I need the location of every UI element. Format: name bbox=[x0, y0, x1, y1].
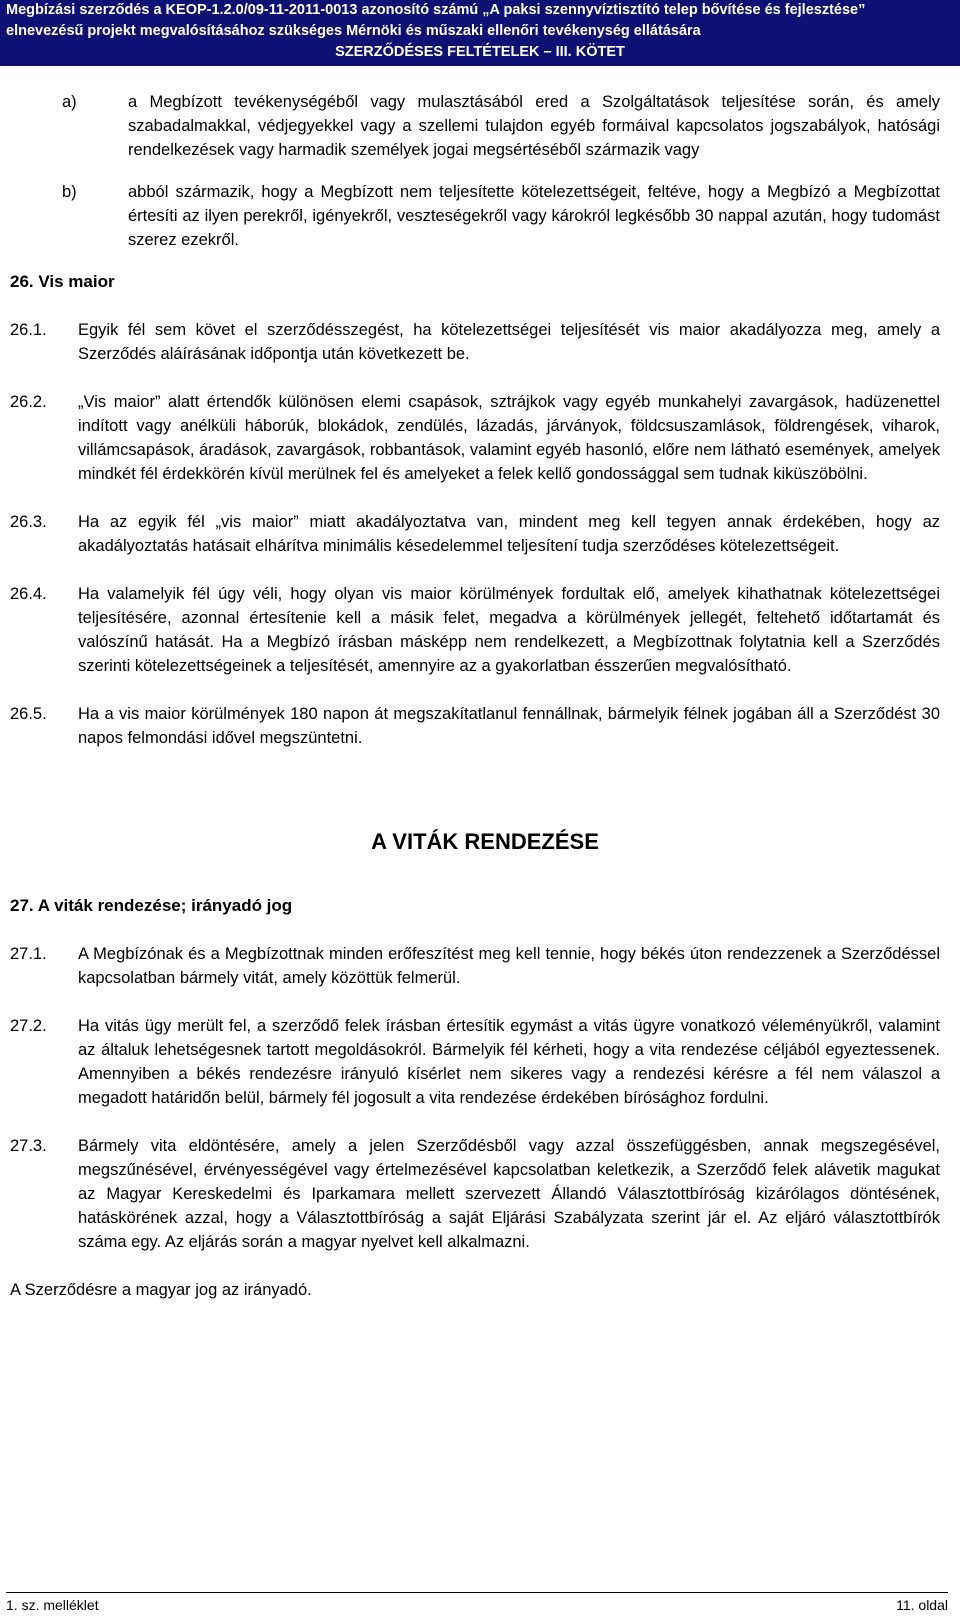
clause-26-3 bbox=[10, 510, 940, 558]
list-item-text: abból származik, hogy a Megbízott nem teljesítette kötelezettségeit, feltéve, hogy a Megbízó a Megbízottat értesíti az ilyen perekről, igényekről, veszteségekről vagy károkról legkésőbb 30 nappal azután, hogy tudomást szerez ezekről. bbox=[128, 183, 940, 249]
header-contract-title: Megbízási szerződés a KEOP-1.2.0/09-11-2011-0013 azonosító számú „A paksi szennyvíztisztító telep bővítése és fejlesztése” bbox=[6, 2, 866, 18]
clause-number: 26.2. bbox=[10, 393, 47, 411]
clause-27-2 bbox=[10, 1014, 940, 1110]
header-volume-title: SZERZŐDÉSES FELTÉTELEK – III. KÖTET bbox=[335, 44, 625, 60]
section-heading-26: 26. Vis maior bbox=[10, 272, 115, 291]
closing-statement: A Szerződésre a magyar jog az irányadó. bbox=[10, 1281, 312, 1299]
header-project-title: elnevezésű projekt megvalósításához szükséges Mérnöki és műszaki ellenőri tevékenység ellátására bbox=[6, 23, 701, 39]
page-header bbox=[0, 0, 960, 66]
page-number: 11. oldal bbox=[896, 1597, 948, 1613]
clause-27-1 bbox=[10, 942, 940, 990]
clause-number: 26.4. bbox=[10, 585, 47, 603]
list-item bbox=[10, 90, 940, 162]
clause-text: „Vis maior” alatt értendők különösen elemi csapások, sztrájkok vagy egyéb munkahelyi zavargások, hadüzenettel indított vagy anélküli háborúk, blokádok, zendülés, lázadás, járványok, földcsuszamlások, földrengések, viharok, villámcsapások, áradások, zavargások, robbantások, valamint egyéb hasonló, előre nem látható események, amelyek mindkét fél érdekkörén kívül merülnek fel és amelyeket a felek kellő gondossággal sem tudnak kiküszöbölni. bbox=[78, 393, 940, 483]
clause-number: 27.2. bbox=[10, 1017, 47, 1035]
clause-26-4 bbox=[10, 582, 940, 678]
clause-text: Ha a vis maior körülmények 180 napon át megszakítatlanul fennállnak, bármelyik félnek jogában áll a Szerződést 30 napos felmondási idővel megszüntetni. bbox=[78, 705, 940, 747]
list-marker: a) bbox=[62, 93, 77, 111]
document-body bbox=[0, 90, 960, 1302]
list-item-text: a Megbízott tevékenységéből vagy mulasztásából ered a Szolgáltatások teljesítése során, és amely szabadalmakkal, védjegyekkel vagy a szellemi tulajdon egyéb formáival kapcsolatos jogszabályok, hatósági rendelkezések vagy harmadik személyek jogai megsértéséből származik vagy bbox=[128, 93, 940, 159]
part-title: A VITÁK RENDEZÉSE bbox=[371, 829, 599, 854]
clause-26-2 bbox=[10, 390, 940, 486]
clause-text: Ha valamelyik fél úgy véli, hogy olyan vis maior körülmények fordultak elő, amelyek kihathatnak kötelezettségei teljesítésére, azonnal értesítenie kell a másik felet, megadva a körülmények jellegét, feltehető időtartamát és valószínű hatását. Ha a Megbízó írásban másképp nem rendelkezett, a Megbízottnak folytatnia kell a Szerződés szerinti kötelezettségeinek a teljesítését, amennyire az a gyakorlatban ésszerűen megvalósítható. bbox=[78, 585, 940, 675]
clause-26-1 bbox=[10, 318, 940, 366]
clause-27-3 bbox=[10, 1134, 940, 1254]
list-marker: b) bbox=[62, 183, 77, 201]
clause-26-5 bbox=[10, 702, 940, 750]
clause-number: 26.1. bbox=[10, 321, 47, 339]
clause-number: 27.3. bbox=[10, 1137, 47, 1155]
clause-text: Ha vitás ügy merült fel, a szerződő felek írásban értesítik egymást a vitás ügyre vonatkozó véleményükről, valamint az általuk lehetségesnek tartott megoldásokról. Bármelyik fél kérheti, hogy a vita rendezése céljából egyeztessenek. Amennyiben a békés rendezésre irányuló kísérlet nem sikeres vagy a rendezési kérésre a fél nem válaszol a megadott határidőn belül, bármely fél jogosult a vita rendezése érdekében bírósághoz fordulni. bbox=[78, 1017, 940, 1107]
clause-text: Bármely vita eldöntésére, amely a jelen Szerződésből vagy azzal összefüggésben, annak megszegésével, megszűnésével, érvényességével vagy értelmezésével kapcsolatban keletkezik, a Szerződő felek alávetik magukat az Magyar Kereskedelmi és Iparkamara mellett szervezett Állandó Választottbíróság kizárólagos döntésének, hatáskörének azzal, hogy a Választottbíróság a saját Eljárási Szabályzata szerint jár el. Az eljáró választottbírók száma egy. Az eljárás során a magyar nyelvet kell alkalmazni. bbox=[78, 1137, 940, 1251]
clause-text: Egyik fél sem követ el szerződésszegést, ha kötelezettségei teljesítését vis maior akadályozza meg, amely a Szerződés aláírásának időpontja után következett be. bbox=[78, 321, 940, 363]
footer-annex-label: 1. sz. melléklet bbox=[6, 1597, 99, 1613]
section-heading-27: 27. A viták rendezése; irányadó jog bbox=[10, 896, 293, 915]
clause-number: 26.5. bbox=[10, 705, 47, 723]
clause-text: A Megbízónak és a Megbízottnak minden erőfeszítést meg kell tennie, hogy békés úton rendezzenek a Szerződéssel kapcsolatban bármely vitát, amely közöttük felmerül. bbox=[78, 945, 940, 987]
clause-number: 27.1. bbox=[10, 945, 47, 963]
page-footer bbox=[6, 1592, 948, 1613]
list-item bbox=[10, 180, 940, 252]
clause-text: Ha az egyik fél „vis maior” miatt akadályoztatva van, mindent meg kell tegyen annak érdekében, hogy az akadályoztatás hatásait elhárítva minimális késedelemmel teljesítení tudja szerződéses kötelezettségeit. bbox=[78, 513, 940, 555]
clause-number: 26.3. bbox=[10, 513, 47, 531]
subitem-list bbox=[10, 90, 940, 252]
